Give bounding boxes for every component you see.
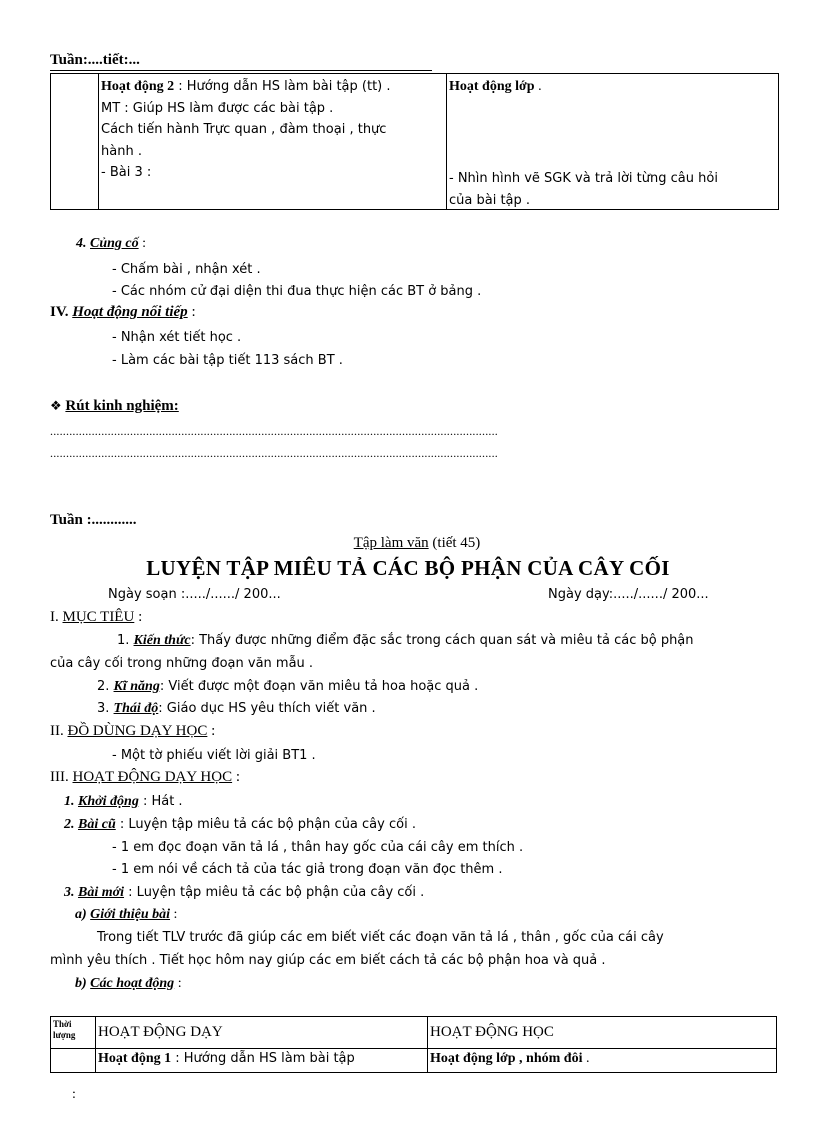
top-activity-table (50, 73, 779, 210)
activities-num: III. (50, 769, 73, 785)
lesson-activity-table (50, 1016, 777, 1073)
activity-desc: : Hướng dẫn HS làm bài tập (tt) . (174, 79, 391, 94)
intro-heading (75, 907, 177, 923)
top-table-teach-cell (99, 74, 447, 210)
new-label: Bài mới (78, 885, 125, 900)
objective-attitude (97, 701, 376, 717)
skill-text: : Viết được một đoạn văn miêu tả hoa hoặc quả . (159, 679, 479, 694)
warmup-label: Khởi động (78, 794, 139, 809)
experience-dots-2: ............................................................................................................................................ (50, 446, 498, 460)
acts-heading (75, 976, 182, 992)
warmup-text: : Hát . (138, 794, 183, 809)
new-num: 3. (64, 885, 75, 900)
followup-colon: : (187, 304, 196, 320)
consolidate-heading (76, 236, 146, 252)
followup-heading (50, 304, 196, 321)
old-item-1: - 1 em đọc đoạn văn tả lá , thân hay gốc của cái cây em thích . (112, 840, 524, 855)
materials-item: - Một tờ phiếu viết lời giải BT1 . (112, 748, 316, 763)
top-table-learn-cell (447, 74, 779, 210)
old-text: : Luyện tập miêu tả các bộ phận của cây cối . (115, 817, 416, 832)
intro-line-2: mình yêu thích . Tiết học hôm nay giúp các em biết cách tả các bộ phận hoa và quả . (50, 953, 606, 968)
materials-num: II. (50, 723, 68, 739)
attitude-text: : Giáo dục HS yêu thích viết văn . (158, 701, 376, 716)
class-activity: Hoạt động lớp (449, 79, 535, 94)
materials-title: ĐỒ DÙNG DẠY HỌC (67, 723, 208, 739)
activities-colon: : (232, 769, 241, 785)
row1-learn-suffix: . (582, 1051, 590, 1066)
objective-knowledge (117, 633, 694, 649)
old-num: 2. (64, 817, 75, 832)
knowledge-label: Kiến thức (133, 633, 191, 648)
objectives-heading (50, 609, 142, 626)
objectives-num: I. (50, 609, 63, 625)
activities-heading (50, 769, 240, 786)
activity-title: Hoạt động 2 (101, 79, 175, 94)
prep-date: Ngày soạn :...../....../ 200... (108, 587, 281, 602)
acts-letter: b) (75, 976, 87, 991)
week-underline (50, 70, 432, 71)
activity-goal: MT : Giúp HS làm được các bài tập . (101, 100, 334, 116)
row1-teach-rest: : Hướng dẫn HS làm bài tập (171, 1051, 355, 1066)
week-label-top: Tuần:....tiết:... (50, 52, 140, 68)
followup-title: Hoạt động nối tiếp (72, 304, 188, 320)
lesson-title: LUYỆN TẬP MIÊU TẢ CÁC BỘ PHẬN CỦA CÂY CỐI (146, 556, 670, 580)
experience-heading (50, 398, 179, 415)
knowledge-num: 1. (117, 633, 134, 648)
answer-line-2: của bài tập . (449, 193, 531, 208)
consolidate-title: Củng cố (90, 236, 139, 251)
old-label: Bài cũ (78, 817, 116, 832)
old-lesson-line (64, 817, 416, 833)
col-time-2: lượng (53, 1030, 76, 1040)
old-item-2: - 1 em nói về cách tả của tác giả trong đoạn văn đọc thêm . (112, 862, 503, 877)
skill-num: 2. (97, 679, 114, 694)
week-label-lesson: Tuần :............ (50, 512, 137, 528)
col-learn-header: HOẠT ĐỘNG HỌC (428, 1017, 777, 1049)
class-activity-suffix: . (534, 79, 542, 94)
col-teach-header: HOẠT ĐỘNG DẠY (96, 1017, 428, 1049)
row1-teach-title: Hoạt động 1 (98, 1051, 172, 1066)
row1-time-cell (51, 1049, 96, 1073)
diamond-bullet-icon: ❖ (50, 399, 62, 414)
warmup-num: 1. (64, 794, 75, 809)
attitude-num: 3. (97, 701, 114, 716)
top-table-time-cell (51, 74, 99, 210)
experience-title: Rút kinh nghiệm: (65, 398, 179, 414)
lesson-period: (tiết 45) (428, 535, 481, 551)
lesson-subject: Tập làm văn (353, 535, 429, 551)
consolidate-number: 4. (76, 236, 87, 251)
objective-knowledge-cont: của cây cối trong những đoạn văn mẫu . (50, 656, 314, 671)
intro-letter: a) (75, 907, 87, 922)
objectives-colon: : (134, 609, 143, 625)
row1-learn: Hoạt động lớp , nhóm đôi (430, 1051, 583, 1066)
intro-colon: : (170, 907, 178, 922)
activities-title: HOẠT ĐỘNG DẠY HỌC (72, 769, 233, 785)
consolidate-colon: : (138, 236, 147, 251)
intro-label: Giới thiệu bài (90, 907, 171, 922)
objective-skill (97, 679, 478, 695)
learn-answer (449, 168, 718, 212)
consolidate-item-1: - Chấm bài , nhận xét . (112, 262, 261, 277)
activity-method-1: Cách tiến hành Trực quan , đàm thoại , thực (101, 122, 387, 137)
new-text: : Luyện tập miêu tả các bộ phận của cây cối . (124, 885, 425, 900)
materials-colon: : (207, 723, 216, 739)
attitude-label: Thái độ (113, 701, 159, 716)
acts-colon: : (174, 976, 182, 991)
materials-heading (50, 723, 215, 740)
consolidate-item-2: - Các nhóm cử đại diện thi đua thực hiện các BT ở bảng . (112, 284, 482, 299)
col-time-1: Thời (53, 1019, 72, 1029)
row1-learn-cell (428, 1049, 777, 1073)
row1-teach-cell (96, 1049, 428, 1073)
activity-exercise: - Bài 3 : (101, 165, 152, 180)
skill-label: Kĩ năng (113, 679, 160, 694)
acts-label: Các hoạt động (90, 976, 175, 991)
col-time-header (51, 1017, 96, 1049)
intro-line-1: Trong tiết TLV trước đã giúp các em biết viết các đoạn văn tả lá , thân , gốc của cái cây (97, 930, 664, 945)
warmup-line (64, 794, 183, 810)
teach-date: Ngày dạy:...../....../ 200... (548, 587, 709, 602)
followup-number: IV. (50, 304, 69, 320)
trailing-colon: : (72, 1087, 76, 1102)
experience-dots-1: ............................................................................................................................................ (50, 424, 498, 438)
new-lesson-line (64, 885, 424, 901)
answer-line-1: - Nhìn hình vẽ SGK và trả lời từng câu hỏi (449, 171, 718, 186)
lesson-subject-line (0, 535, 816, 552)
activity-method-2: hành . (101, 143, 142, 159)
objectives-title: MỤC TIÊU (62, 609, 135, 625)
knowledge-text-1: : Thấy được những điểm đặc sắc trong cách quan sát và miêu tả các bộ phận (190, 633, 694, 648)
followup-item-2: - Làm các bài tập tiết 113 sách BT . (112, 353, 343, 368)
followup-item-1: - Nhận xét tiết học . (112, 330, 242, 345)
